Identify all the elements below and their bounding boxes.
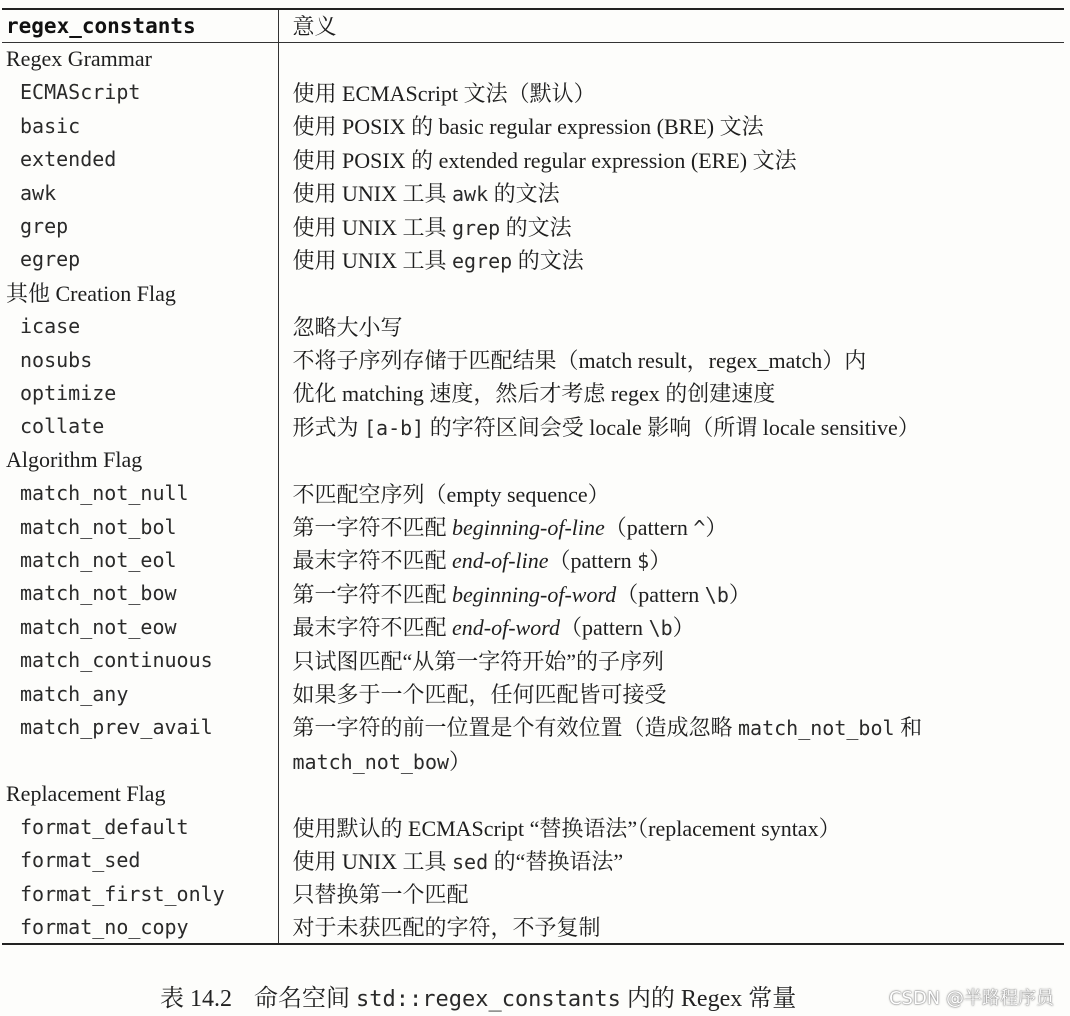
constant-name: collate bbox=[2, 410, 278, 443]
meaning-text: （pattern bbox=[559, 615, 649, 641]
caption-text-before: 命名空间 bbox=[254, 986, 356, 1012]
constant-name: awk bbox=[2, 176, 278, 209]
meaning-text: 使用 POSIX 的 extended regular expression (ERE) 文法 bbox=[292, 147, 797, 173]
constant-name: extended bbox=[2, 143, 278, 176]
meaning-text: ） bbox=[649, 548, 672, 574]
constant-meaning bbox=[278, 677, 1064, 710]
italic-term: beginning-of-word bbox=[452, 581, 617, 607]
meaning-text: ） bbox=[449, 748, 472, 774]
table-row bbox=[2, 243, 1064, 276]
constant-name: format_default bbox=[2, 810, 278, 843]
table-body bbox=[2, 9, 1064, 944]
constant-name: match_not_bol bbox=[2, 510, 278, 543]
meaning-text: 最末字符不匹配 bbox=[292, 548, 453, 574]
constant-name: egrep bbox=[2, 243, 278, 276]
constant-meaning bbox=[278, 543, 1064, 576]
constant-meaning bbox=[278, 577, 1064, 610]
table-row bbox=[2, 109, 1064, 142]
table-row bbox=[2, 76, 1064, 109]
meaning-text: ） bbox=[728, 581, 751, 607]
inline-code: \b bbox=[648, 616, 673, 641]
constant-name: basic bbox=[2, 109, 278, 142]
constant-name bbox=[2, 744, 278, 777]
meaning-text: 使用 UNIX 工具 bbox=[292, 181, 452, 207]
constant-name: nosubs bbox=[2, 343, 278, 376]
constant-name: match_not_null bbox=[2, 476, 278, 509]
inline-code: match_not_bol bbox=[738, 716, 895, 741]
meaning-text: 对于未获匹配的字符，不予复制 bbox=[292, 915, 601, 941]
meaning-text: 使用 ECMAScript 文法（默认） bbox=[292, 80, 596, 106]
section-row bbox=[2, 42, 1064, 75]
inline-code: $ bbox=[637, 549, 650, 574]
table-header-row bbox=[2, 9, 1064, 42]
table-row bbox=[2, 310, 1064, 343]
constant-meaning bbox=[278, 109, 1064, 142]
table-row bbox=[2, 476, 1064, 509]
meaning-text: ） bbox=[705, 515, 728, 541]
table-row bbox=[2, 677, 1064, 710]
table-row bbox=[2, 176, 1064, 209]
constant-meaning bbox=[278, 476, 1064, 509]
meaning-text: 最末字符不匹配 bbox=[292, 615, 453, 641]
header-constant: regex_constants bbox=[2, 9, 278, 42]
table-row bbox=[2, 810, 1064, 843]
inline-code: sed bbox=[452, 849, 489, 874]
section-row bbox=[2, 777, 1064, 810]
meaning-text: 第一字符不匹配 bbox=[292, 515, 453, 541]
inline-code: [a-b] bbox=[364, 415, 425, 440]
constant-meaning bbox=[278, 209, 1064, 242]
constant-meaning bbox=[278, 310, 1064, 343]
constant-meaning bbox=[278, 376, 1064, 409]
meaning-text: 只替换第一个匹配 bbox=[292, 882, 469, 908]
constant-meaning bbox=[278, 42, 1064, 75]
caption-text-after: 内的 Regex 常量 bbox=[620, 986, 797, 1012]
table-row bbox=[2, 610, 1064, 643]
csdn-watermark: CSDN @半路程序员 bbox=[888, 988, 1054, 1009]
constant-name: grep bbox=[2, 209, 278, 242]
meaning-text: 如果多于一个匹配，任何匹配皆可接受 bbox=[292, 682, 667, 707]
meaning-text: 忽略大小写 bbox=[292, 314, 403, 340]
section-title: Replacement Flag bbox=[2, 777, 278, 810]
meaning-text: 使用 UNIX 工具 bbox=[292, 247, 452, 273]
table-row bbox=[2, 209, 1064, 242]
inline-code: awk bbox=[452, 182, 489, 207]
table-row bbox=[2, 543, 1064, 576]
table-row bbox=[2, 143, 1064, 176]
constant-meaning bbox=[278, 443, 1064, 476]
meaning-text: 使用 POSIX 的 basic regular expression (BRE) 文法 bbox=[292, 114, 764, 140]
table-row bbox=[2, 410, 1064, 443]
meaning-text: 不匹配空序列（empty sequence） bbox=[292, 481, 610, 507]
continuation-row bbox=[2, 744, 1064, 777]
table-row bbox=[2, 911, 1064, 944]
meaning-text: 只试图匹配“从第一字符开始”的子序列 bbox=[292, 648, 665, 674]
meaning-text: 优化 matching 速度，然后才考虑 regex 的创建速度 bbox=[292, 381, 776, 407]
meaning-text: （pattern bbox=[548, 548, 638, 574]
meaning-text: （pattern bbox=[616, 581, 705, 607]
constant-meaning bbox=[278, 810, 1064, 843]
table-row bbox=[2, 376, 1064, 409]
meaning-text: 使用 UNIX 工具 bbox=[292, 214, 452, 240]
constant-meaning bbox=[278, 343, 1064, 376]
italic-term: end-of-line bbox=[452, 548, 549, 574]
header-meaning: 意义 bbox=[278, 9, 1064, 42]
constant-meaning bbox=[278, 643, 1064, 676]
table-row bbox=[2, 510, 1064, 543]
meaning-text: （pattern bbox=[604, 515, 694, 541]
meaning-text: 不将子序列存储于匹配结果（match result，regex_match）内 bbox=[292, 348, 867, 374]
constant-name: match_any bbox=[2, 677, 278, 710]
constant-meaning bbox=[278, 844, 1064, 877]
meaning-text: 和 bbox=[894, 715, 923, 741]
constant-name: format_no_copy bbox=[2, 911, 278, 944]
table-caption bbox=[160, 978, 796, 1013]
caption-label: 表 14.2 bbox=[160, 986, 232, 1012]
constant-name: match_prev_avail bbox=[2, 710, 278, 743]
constant-meaning bbox=[278, 76, 1064, 109]
meaning-text: 使用 UNIX 工具 bbox=[292, 848, 452, 874]
constant-meaning bbox=[278, 744, 1064, 777]
constant-meaning bbox=[278, 777, 1064, 810]
constant-meaning bbox=[278, 143, 1064, 176]
constant-meaning bbox=[278, 877, 1064, 910]
constant-name: icase bbox=[2, 310, 278, 343]
constant-meaning bbox=[278, 176, 1064, 209]
meaning-text: 的文法 bbox=[512, 247, 584, 273]
section-title: Algorithm Flag bbox=[2, 443, 278, 476]
meaning-text: 的文法 bbox=[500, 214, 572, 240]
italic-term: end-of-word bbox=[452, 615, 560, 641]
italic-term: beginning-of-line bbox=[452, 515, 605, 541]
table-row bbox=[2, 877, 1064, 910]
constant-meaning bbox=[278, 243, 1064, 276]
constant-name: match_not_eow bbox=[2, 610, 278, 643]
meaning-text: 第一字符不匹配 bbox=[292, 581, 453, 607]
section-title: 其他 Creation Flag bbox=[2, 276, 278, 309]
constant-name: ECMAScript bbox=[2, 76, 278, 109]
meaning-text: 的“替换语法” bbox=[488, 848, 624, 874]
regex-constants-table bbox=[2, 8, 1064, 945]
constant-meaning bbox=[278, 911, 1064, 944]
constant-name: match_continuous bbox=[2, 643, 278, 676]
meaning-text: 的文法 bbox=[488, 181, 560, 207]
inline-code: ^ bbox=[693, 516, 706, 541]
meaning-text: 使用默认的 ECMAScript “替换语法”（replacement syntax） bbox=[292, 815, 841, 841]
constant-name: format_first_only bbox=[2, 877, 278, 910]
inline-code: egrep bbox=[452, 248, 513, 273]
meaning-text: ） bbox=[672, 615, 695, 641]
constant-name: match_not_bow bbox=[2, 577, 278, 610]
table-row bbox=[2, 643, 1064, 676]
constant-meaning bbox=[278, 610, 1064, 643]
table-row bbox=[2, 710, 1064, 743]
constant-meaning bbox=[278, 710, 1064, 743]
table-row bbox=[2, 343, 1064, 376]
constant-name: match_not_eol bbox=[2, 543, 278, 576]
table-row bbox=[2, 844, 1064, 877]
inline-code: match_not_bow bbox=[292, 749, 450, 774]
constant-meaning bbox=[278, 276, 1064, 309]
constant-name: format_sed bbox=[2, 844, 278, 877]
meaning-text: 的字符区间会受 locale 影响（所谓 locale sensitive） bbox=[424, 414, 920, 440]
section-row bbox=[2, 276, 1064, 309]
inline-code: grep bbox=[452, 215, 501, 240]
meaning-text: 第一字符的前一位置是个有效位置（造成忽略 bbox=[292, 715, 739, 741]
inline-code: \b bbox=[704, 582, 729, 607]
table-row bbox=[2, 577, 1064, 610]
caption-code: std::regex_constants bbox=[356, 987, 621, 1012]
constant-meaning bbox=[278, 410, 1064, 443]
section-title: Regex Grammar bbox=[2, 42, 278, 75]
constant-name: optimize bbox=[2, 376, 278, 409]
meaning-text: 形式为 bbox=[292, 414, 365, 440]
section-row bbox=[2, 443, 1064, 476]
constant-meaning bbox=[278, 510, 1064, 543]
